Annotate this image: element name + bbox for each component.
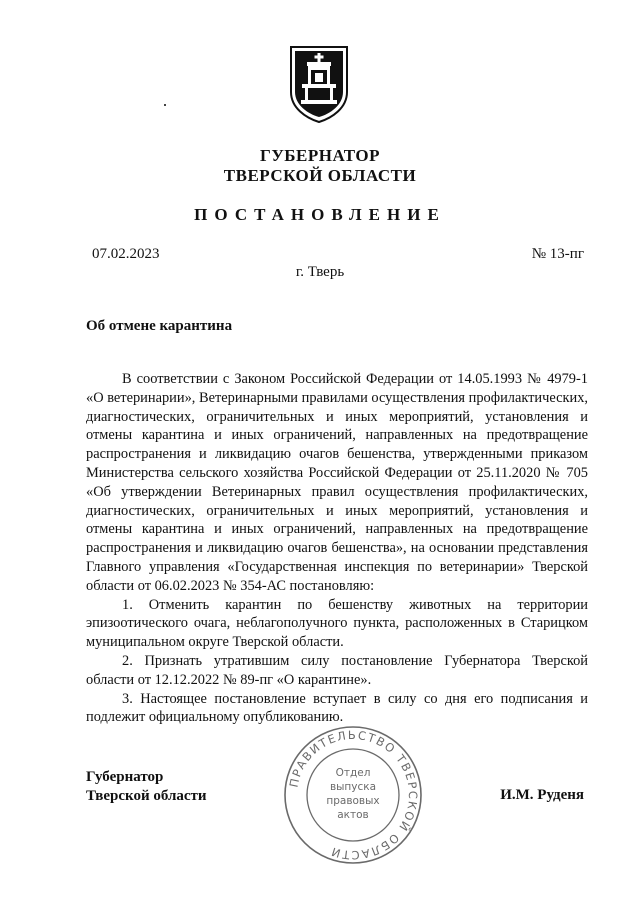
document-city: г. Тверь (295, 264, 345, 280)
document-type: ПОСТАНОВЛЕНИЕ (194, 205, 446, 224)
seal-center-line2: выпуска (329, 781, 377, 793)
document-date: 07.02.2023 (92, 246, 160, 262)
body-intro: В соответствии с Законом Российской Федерации от 14.05.1993 № 4979-1 «О ветеринарии», Ветеринарными правилами осуществления профилактических, диагностических, ограничительных и иных мероприятий, установления и отмены карантина и иных ограничений, направленных на предотвращение распространения и ликвидацию очагов бешенства, утвержденными приказом Министерства сельского хозяйства Российской Федерации от 25.11.2020 № 705 «Об утверждении Ветеринарных правил осуществления профилактических, диагностических, ограничительных и иных мероприятий, установления и отмены карантина и иных ограничений, направленных на предотвращение распространения и ликвидацию очагов бешенства», на основании представления Главного управления «Государственная инспекция по ветеринарии» Тверской области от 06.02.2023 № 354-АС постановляю: (86, 371, 588, 594)
body-item-1: 1. Отменить карантин по бешенству животных на территории эпизоотического очага, неблагополучного пункта, расположенных в Старицком муниципальном округе Тверской области. (86, 596, 588, 651)
document-number: № 13-пг (531, 246, 584, 262)
signatory-title-line2: Тверской области (86, 788, 207, 804)
scan-dot (164, 104, 166, 106)
issuer-region: ТВЕРСКОЙ ОБЛАСТИ (223, 166, 417, 185)
body-item-3: 3. Настоящее постановление вступает в силу со дня его подписания и подлежит официальному опубликованию. (86, 690, 588, 726)
document-subject: Об отмене карантина (86, 318, 233, 334)
coat-of-arms-icon (288, 44, 350, 124)
official-seal-icon (282, 724, 424, 866)
signatory-name: И.М. Руденя (500, 787, 584, 803)
issuer-title: ГУБЕРНАТОР (260, 146, 380, 165)
body-item-2: 2. Признать утратившим силу постановление Губернатора Тверской области от 12.12.2022 № 89-пг «О карантине». (86, 652, 588, 688)
seal-center-line4: актов (337, 809, 369, 821)
seal-center-line1: Отдел (335, 767, 371, 779)
signatory-title (86, 768, 207, 806)
seal-center-line3: правовых (326, 795, 380, 807)
document-body (86, 370, 588, 727)
seal-ring-text: ПРАВИТЕЛЬСТВО ТВЕРСКОЙ ОБЛАСТИ (286, 727, 421, 863)
signatory-title-line1: Губернатор (86, 769, 164, 785)
